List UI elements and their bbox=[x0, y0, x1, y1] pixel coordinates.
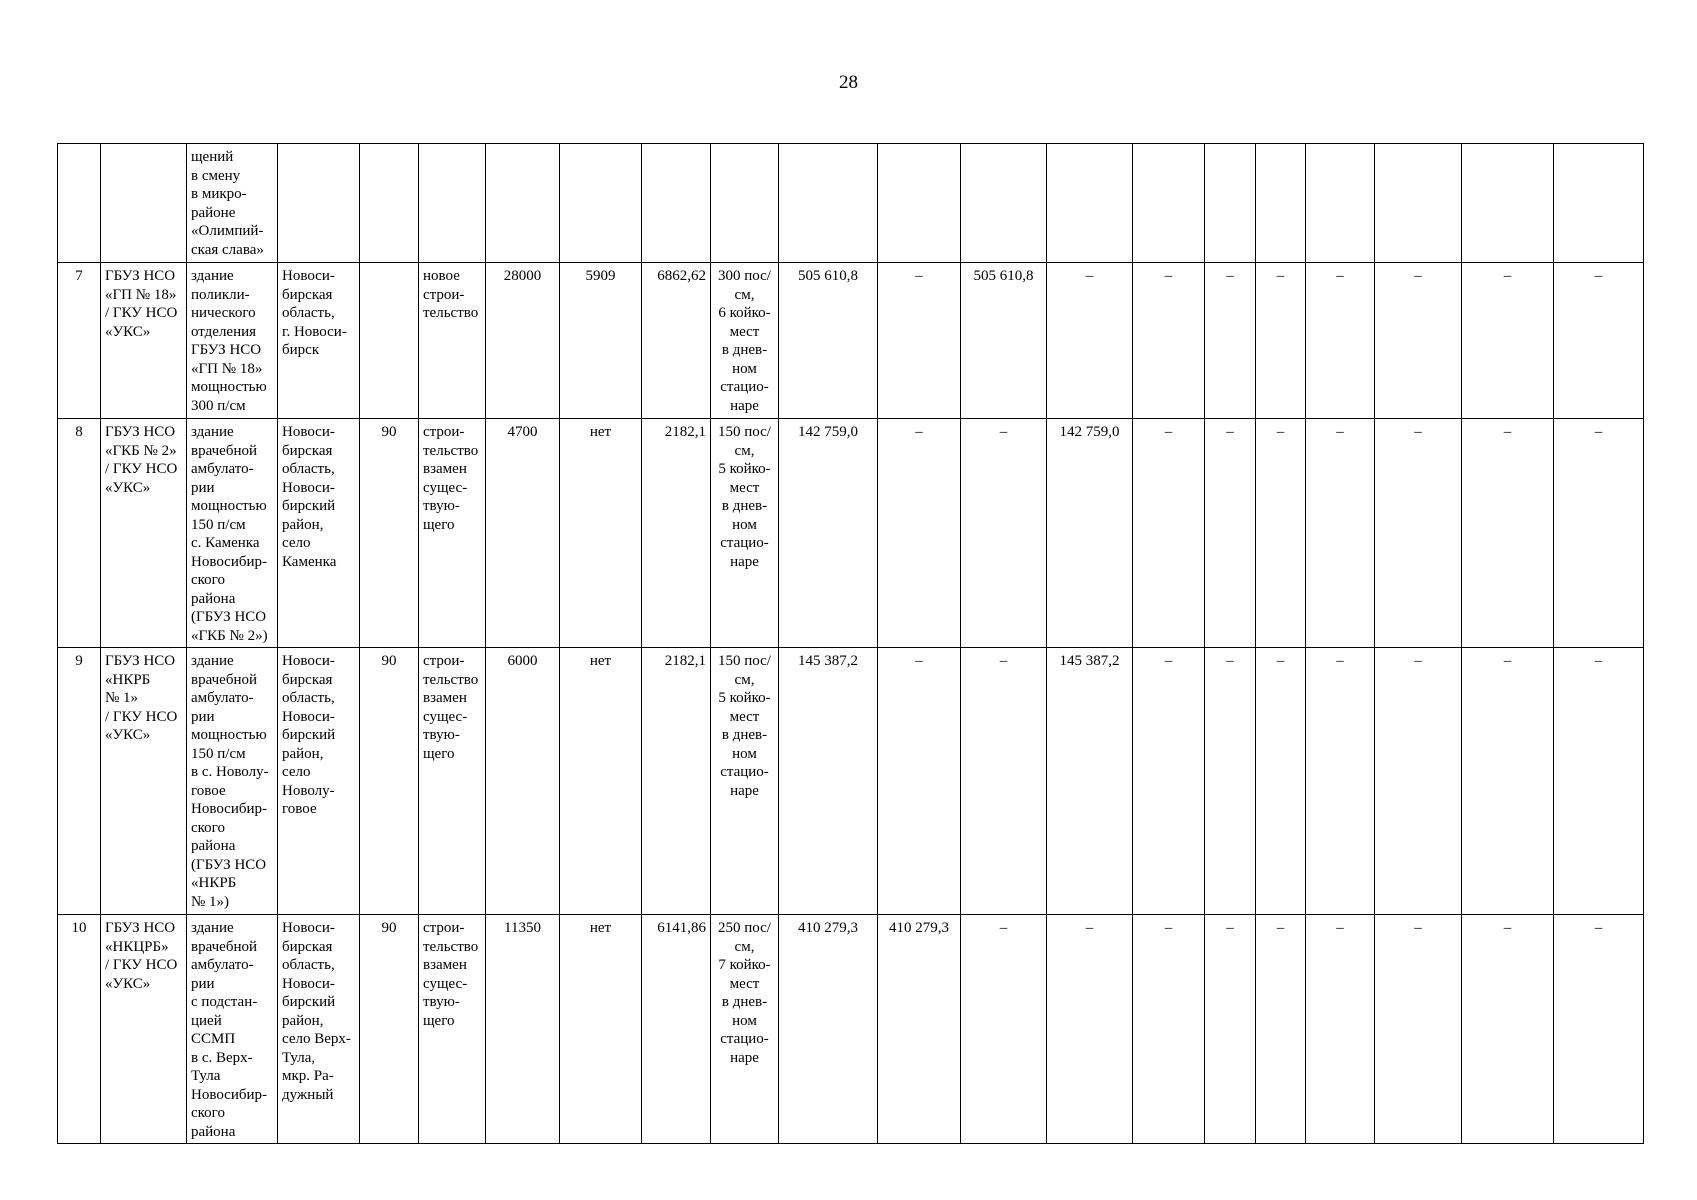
cell-c9: 2182,1 bbox=[642, 419, 711, 648]
cell-y3 bbox=[1047, 144, 1133, 263]
cell-capacity: 300 пос/ см, 6 койко- мест в днев- ном стацио- наре bbox=[711, 263, 779, 419]
cell-object: щений в смену в микро- районе «Олимпий- ская слава» bbox=[187, 144, 278, 263]
cell-c7: 28000 bbox=[486, 263, 560, 419]
cell-num bbox=[58, 144, 101, 263]
construction-objects-table bbox=[57, 143, 1644, 1144]
cell-type: строи- тельство взамен сущес- твую- щего bbox=[419, 648, 486, 915]
cell-y7: – bbox=[1306, 419, 1375, 648]
cell-c9: 6141,86 bbox=[642, 915, 711, 1144]
cell-capacity bbox=[711, 144, 779, 263]
cell-y10: – bbox=[1554, 419, 1644, 648]
cell-y7 bbox=[1306, 144, 1375, 263]
cell-y7: – bbox=[1306, 263, 1375, 419]
table-row bbox=[58, 419, 1644, 648]
cell-c5: 90 bbox=[360, 648, 419, 915]
cell-y2 bbox=[961, 144, 1047, 263]
cell-y3: 145 387,2 bbox=[1047, 648, 1133, 915]
cell-y1: – bbox=[878, 263, 961, 419]
cell-y1: – bbox=[878, 419, 961, 648]
cell-y9: – bbox=[1462, 263, 1554, 419]
cell-cost: 410 279,3 bbox=[779, 915, 878, 1144]
cell-y8 bbox=[1375, 144, 1462, 263]
cell-y5 bbox=[1205, 144, 1256, 263]
cell-type: строи- тельство взамен сущес- твую- щего bbox=[419, 915, 486, 1144]
cell-y6: – bbox=[1256, 648, 1306, 915]
cell-org bbox=[101, 144, 187, 263]
cell-cost bbox=[779, 144, 878, 263]
cell-object: здание врачебной амбулато- рии с подстан- цией ССМП в с. Верх- Тула Новосибир- ского района bbox=[187, 915, 278, 1144]
cell-y4: – bbox=[1133, 648, 1205, 915]
cell-y9 bbox=[1462, 144, 1554, 263]
cell-c8: нет bbox=[560, 915, 642, 1144]
cell-num: 7 bbox=[58, 263, 101, 419]
cell-c5 bbox=[360, 263, 419, 419]
cell-y5: – bbox=[1205, 419, 1256, 648]
cell-capacity: 150 пос/ см, 5 койко- мест в днев- ном стацио- наре bbox=[711, 419, 779, 648]
cell-y9: – bbox=[1462, 648, 1554, 915]
cell-c7: 11350 bbox=[486, 915, 560, 1144]
cell-c8: 5909 bbox=[560, 263, 642, 419]
table-row bbox=[58, 144, 1644, 263]
cell-c5: 90 bbox=[360, 419, 419, 648]
cell-y4 bbox=[1133, 144, 1205, 263]
cell-c7: 6000 bbox=[486, 648, 560, 915]
cell-y8: – bbox=[1375, 648, 1462, 915]
cell-location: Новоси- бирская область, Новоси- бирский район, село Верх- Тула, мкр. Ра- дужный bbox=[278, 915, 360, 1144]
cell-c7: 4700 bbox=[486, 419, 560, 648]
cell-org: ГБУЗ НСО «НКРБ № 1» / ГКУ НСО «УКС» bbox=[101, 648, 187, 915]
cell-c8: нет bbox=[560, 419, 642, 648]
table-row bbox=[58, 263, 1644, 419]
table-row bbox=[58, 915, 1644, 1144]
cell-location bbox=[278, 144, 360, 263]
cell-location: Новоси- бирская область, г. Новоси- бирск bbox=[278, 263, 360, 419]
cell-c5: 90 bbox=[360, 915, 419, 1144]
cell-y3: – bbox=[1047, 915, 1133, 1144]
cell-y5: – bbox=[1205, 915, 1256, 1144]
cell-object: здание врачебной амбулато- рии мощностью 150 п/см в с. Новолу- говое Новосибир- ского района (ГБУЗ НСО «НКРБ № 1») bbox=[187, 648, 278, 915]
cell-y5: – bbox=[1205, 263, 1256, 419]
cell-y6: – bbox=[1256, 263, 1306, 419]
cell-c7 bbox=[486, 144, 560, 263]
cell-y3: 142 759,0 bbox=[1047, 419, 1133, 648]
cell-y10: – bbox=[1554, 263, 1644, 419]
cell-y4: – bbox=[1133, 419, 1205, 648]
cell-y3: – bbox=[1047, 263, 1133, 419]
cell-num: 10 bbox=[58, 915, 101, 1144]
cell-y10: – bbox=[1554, 648, 1644, 915]
cell-y8: – bbox=[1375, 263, 1462, 419]
cell-c9: 2182,1 bbox=[642, 648, 711, 915]
cell-y2: – bbox=[961, 419, 1047, 648]
cell-y2: – bbox=[961, 648, 1047, 915]
cell-y6 bbox=[1256, 144, 1306, 263]
table-row bbox=[58, 648, 1644, 915]
cell-y1 bbox=[878, 144, 961, 263]
cell-y4: – bbox=[1133, 263, 1205, 419]
page-number: 28 bbox=[839, 72, 858, 93]
cell-org: ГБУЗ НСО «ГКБ № 2» / ГКУ НСО «УКС» bbox=[101, 419, 187, 648]
cell-y1: – bbox=[878, 648, 961, 915]
cell-capacity: 250 пос/ см, 7 койко- мест в днев- ном стацио- наре bbox=[711, 915, 779, 1144]
cell-location: Новоси- бирская область, Новоси- бирский район, село Каменка bbox=[278, 419, 360, 648]
cell-y8: – bbox=[1375, 915, 1462, 1144]
cell-c9: 6862,62 bbox=[642, 263, 711, 419]
cell-y10 bbox=[1554, 144, 1644, 263]
cell-y7: – bbox=[1306, 648, 1375, 915]
cell-y8: – bbox=[1375, 419, 1462, 648]
cell-c8: нет bbox=[560, 648, 642, 915]
cell-y9: – bbox=[1462, 915, 1554, 1144]
cell-y4: – bbox=[1133, 915, 1205, 1144]
cell-org: ГБУЗ НСО «ГП № 18» / ГКУ НСО «УКС» bbox=[101, 263, 187, 419]
cell-cost: 142 759,0 bbox=[779, 419, 878, 648]
cell-c5 bbox=[360, 144, 419, 263]
cell-num: 8 bbox=[58, 419, 101, 648]
cell-type bbox=[419, 144, 486, 263]
cell-y7: – bbox=[1306, 915, 1375, 1144]
cell-y1: 410 279,3 bbox=[878, 915, 961, 1144]
cell-y6: – bbox=[1256, 419, 1306, 648]
cell-num: 9 bbox=[58, 648, 101, 915]
cell-y2: 505 610,8 bbox=[961, 263, 1047, 419]
cell-type: новое строи- тельство bbox=[419, 263, 486, 419]
cell-org: ГБУЗ НСО «НКЦРБ» / ГКУ НСО «УКС» bbox=[101, 915, 187, 1144]
cell-type: строи- тельство взамен сущес- твую- щего bbox=[419, 419, 486, 648]
cell-object: здание поликли- нического отделения ГБУЗ НСО «ГП № 18» мощностью 300 п/см bbox=[187, 263, 278, 419]
cell-object: здание врачебной амбулато- рии мощностью 150 п/см с. Каменка Новосибир- ского района (ГБУЗ НСО «ГКБ № 2») bbox=[187, 419, 278, 648]
cell-y6: – bbox=[1256, 915, 1306, 1144]
cell-cost: 145 387,2 bbox=[779, 648, 878, 915]
cell-y2: – bbox=[961, 915, 1047, 1144]
cell-capacity: 150 пос/ см, 5 койко- мест в днев- ном стацио- наре bbox=[711, 648, 779, 915]
cell-c9 bbox=[642, 144, 711, 263]
cell-cost: 505 610,8 bbox=[779, 263, 878, 419]
cell-y10: – bbox=[1554, 915, 1644, 1144]
cell-c8 bbox=[560, 144, 642, 263]
cell-location: Новоси- бирская область, Новоси- бирский район, село Новолу- говое bbox=[278, 648, 360, 915]
cell-y5: – bbox=[1205, 648, 1256, 915]
cell-y9: – bbox=[1462, 419, 1554, 648]
